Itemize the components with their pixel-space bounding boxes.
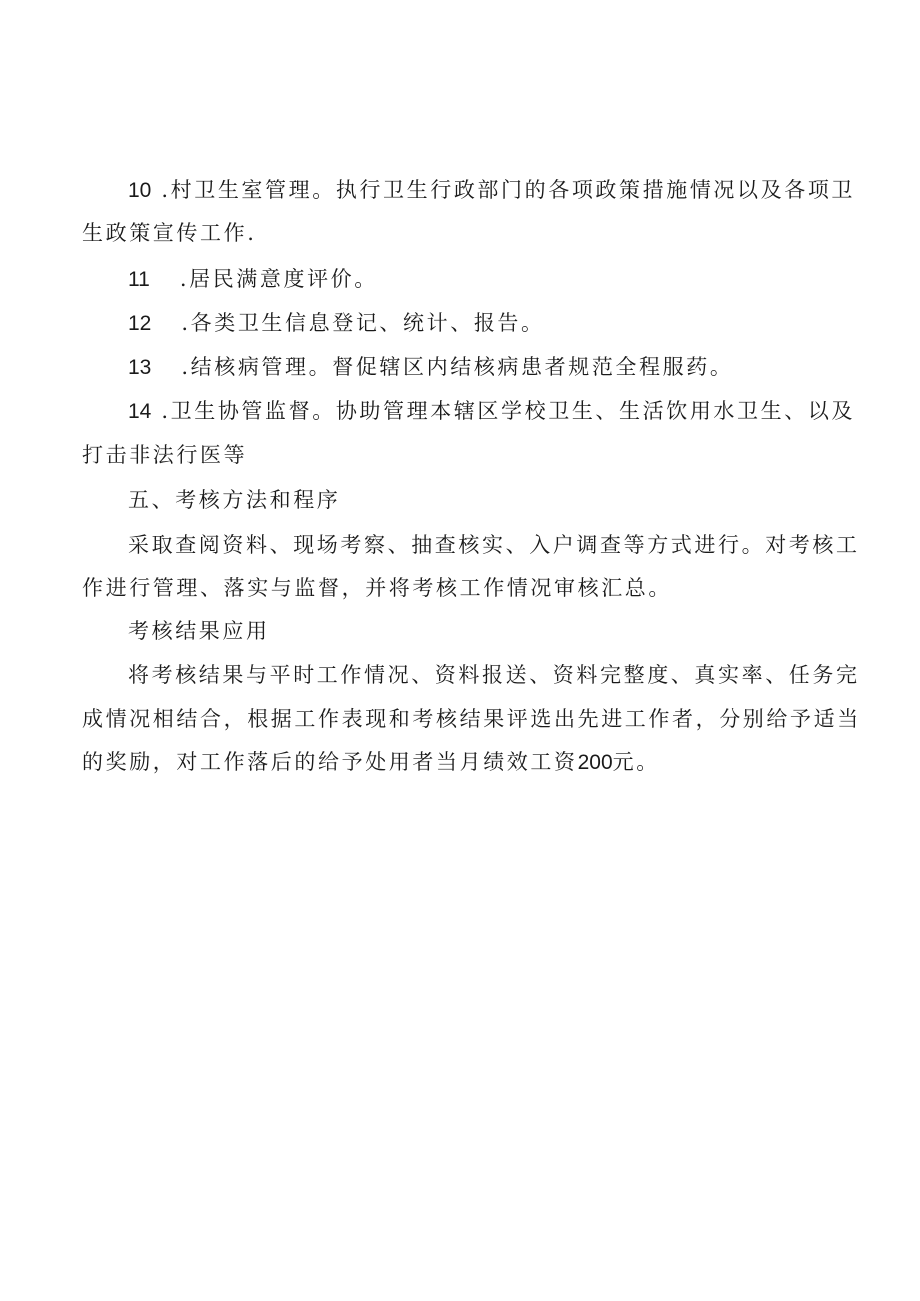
results-line-3-text: 的奖励，对工作落后的给予处用者当月绩效工资 <box>82 750 578 774</box>
results-amount: 200 <box>577 751 613 774</box>
results-paragraph-line-1: 将考核结果与平时工作情况、资料报送、资料完整度、真实率、任务完 <box>128 663 860 687</box>
section-5-heading: 五、考核方法和程序 <box>128 488 341 512</box>
item-14-number: 14 <box>128 400 152 423</box>
section-5-paragraph-line-2: 作进行管理、落实与监督，并将考核工作情况审核汇总。 <box>82 576 672 600</box>
item-11-number: 11 <box>128 268 150 291</box>
item-10-line-1 <box>128 176 856 205</box>
item-10-number: 10 <box>128 179 152 202</box>
results-heading: 考核结果应用 <box>128 619 270 643</box>
item-11-line <box>128 265 842 294</box>
item-12-line <box>128 309 842 338</box>
results-paragraph-line-2: 成情况相结合，根据工作表现和考核结果评选出先进工作者，分别给予适当 <box>82 707 861 731</box>
item-13-text: .结核病管理。督促辖区内结核病患者规范全程服药。 <box>181 355 734 379</box>
item-10-text: .村卫生室管理。执行卫生行政部门的各项政策措施情况以及各项卫 <box>161 178 856 202</box>
item-13-line <box>128 353 842 382</box>
item-14-line-1 <box>128 397 856 426</box>
results-line-3-suffix: 元。 <box>612 750 660 774</box>
item-14-line-2: 打击非法行医等 <box>82 443 248 467</box>
item-12-text: .各类卫生信息登记、统计、报告。 <box>181 311 545 335</box>
results-paragraph-line-3 <box>82 748 842 777</box>
item-12-number: 12 <box>128 312 152 335</box>
item-10-line-2: 生政策宣传工作. <box>82 221 257 245</box>
item-14-text: .卫生协管监督。协助管理本辖区学校卫生、生活饮用水卫生、以及 <box>161 399 856 423</box>
item-13-number: 13 <box>128 356 152 379</box>
item-11-text: .居民满意度评价。 <box>179 267 378 291</box>
section-5-paragraph-line-1: 采取查阅资料、现场考察、抽查核实、入户调查等方式进行。对考核工 <box>128 533 860 557</box>
